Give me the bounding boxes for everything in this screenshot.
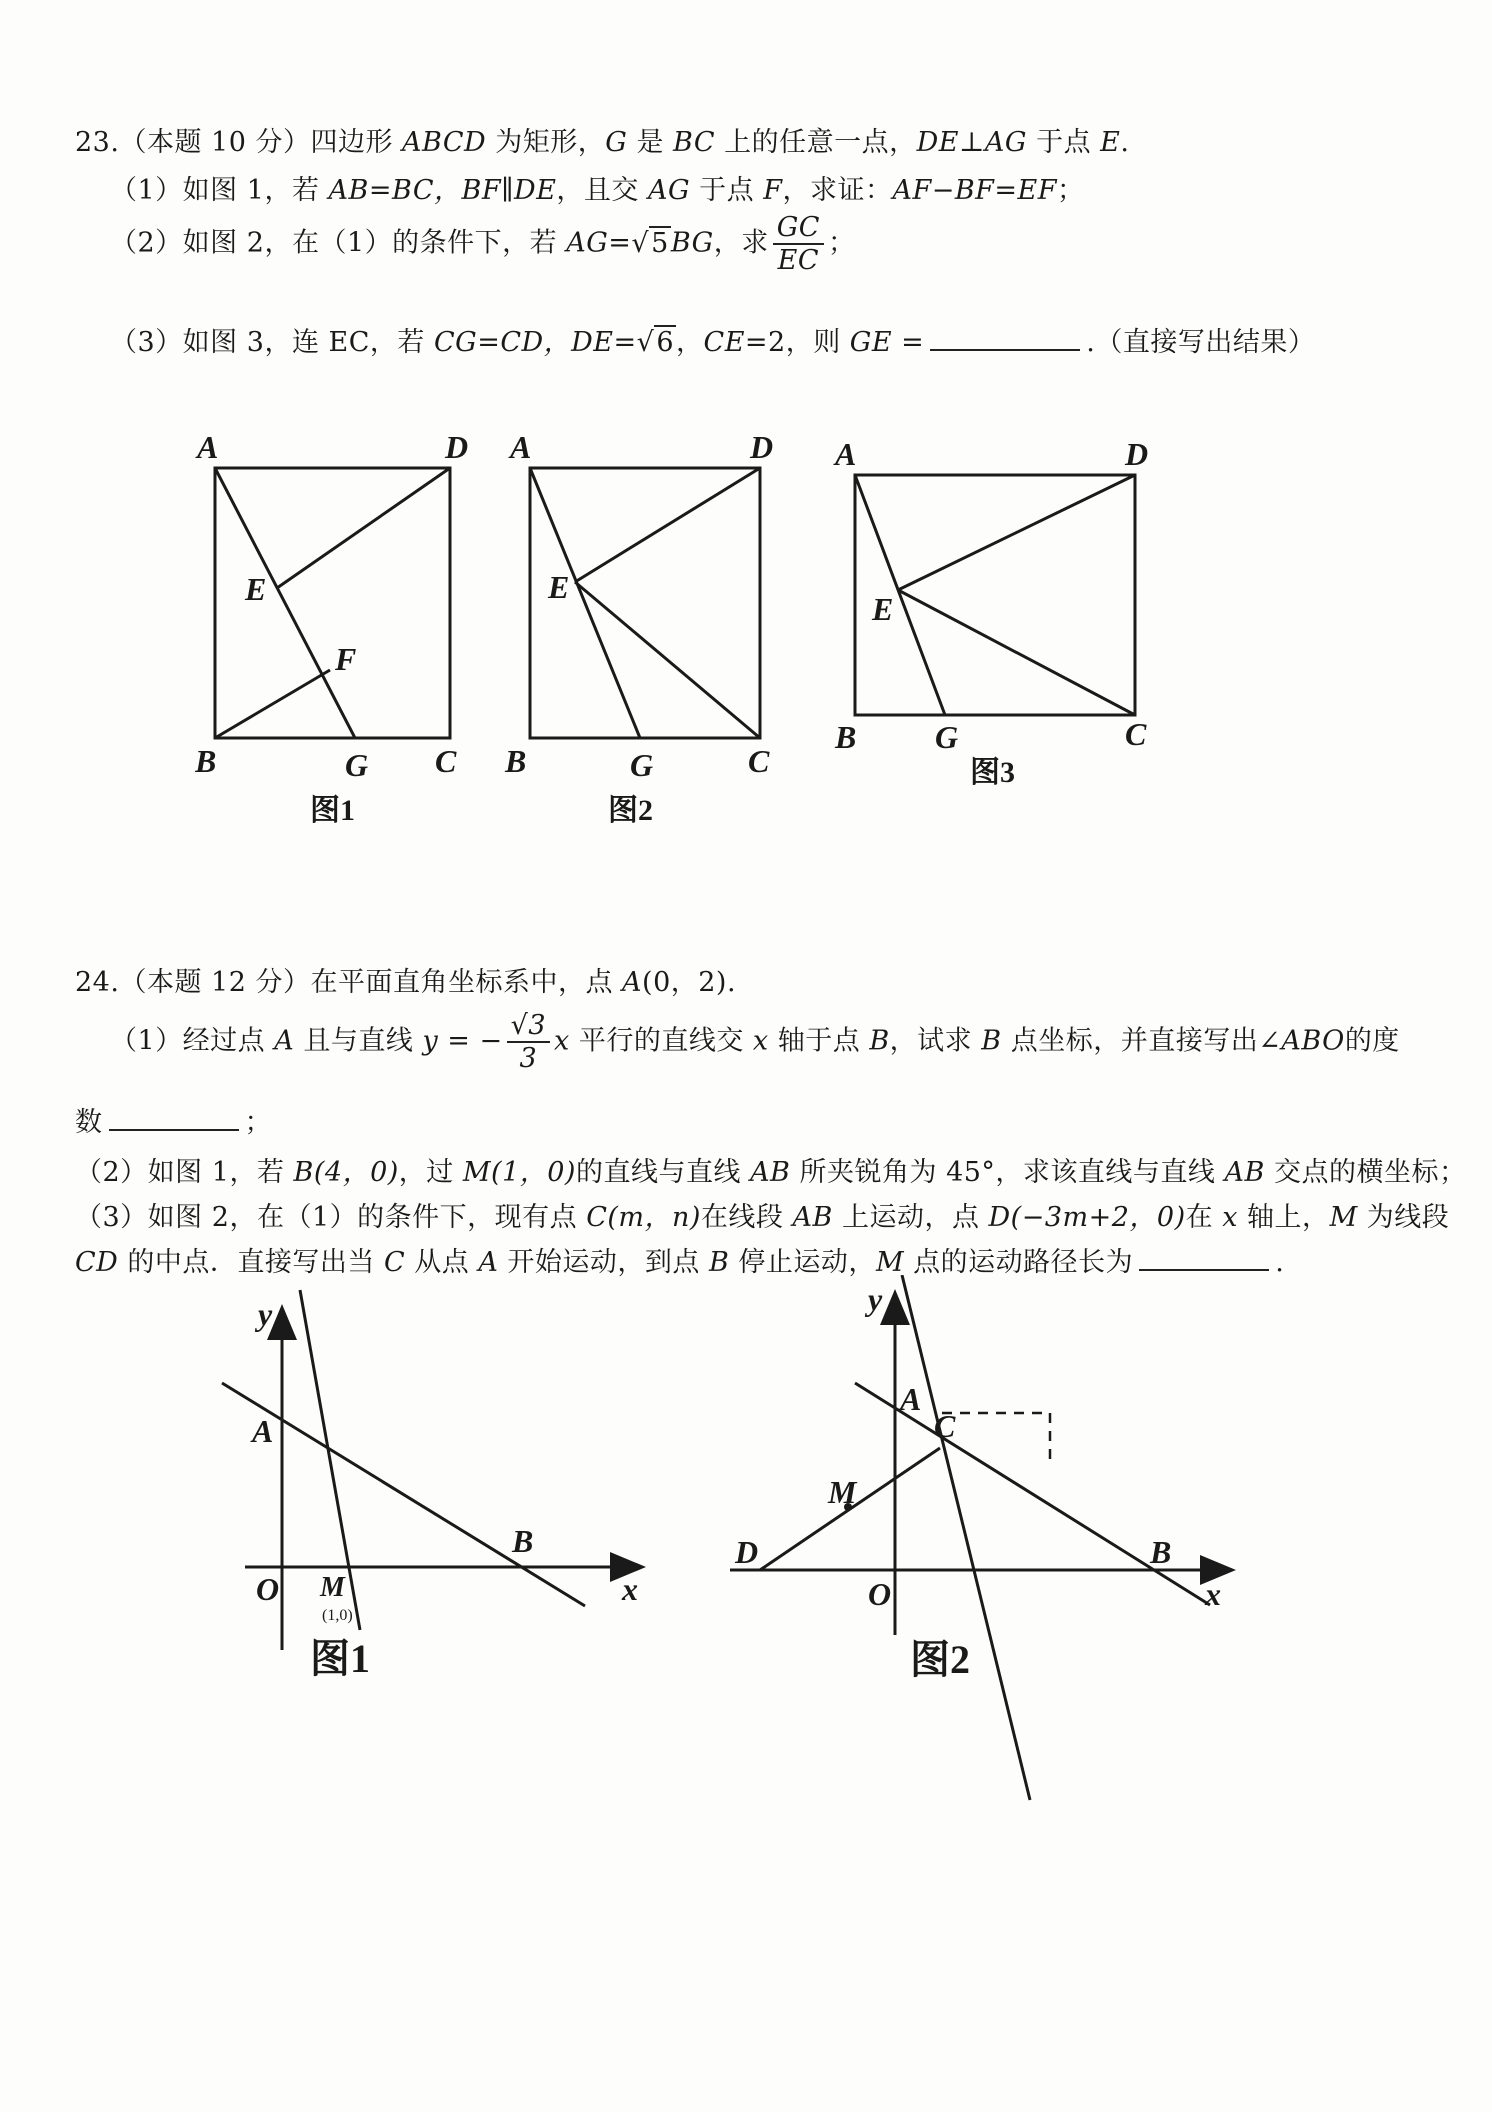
fig1-label-e: E (245, 571, 267, 607)
fig1-label-d: D (445, 429, 469, 465)
fig2-label-g: G (630, 747, 654, 783)
fig2-label-m: M (828, 1474, 857, 1510)
q23-part1: （1）如图 1，若 AB=BC，BF∥DE，且交 AG 于点 F，求证：AF−BF=EF； (110, 175, 1085, 206)
fig1-label-o: O (256, 1571, 280, 1607)
fig2-label-d: D (750, 429, 774, 465)
fig1-label-c: C (435, 743, 457, 779)
answer-blank-angle[interactable] (109, 1103, 239, 1131)
fig3-segment-de (898, 475, 1135, 590)
fig2-label-d: D (735, 1534, 759, 1570)
q24-figure-1 (200, 1280, 660, 1700)
fig2-label-y: y (868, 1281, 883, 1317)
answer-blank-path-length[interactable] (1139, 1243, 1269, 1271)
answer-blank-ge[interactable] (930, 323, 1080, 351)
fraction-gc-ec: $\frac{GC}{EC}$ (773, 212, 824, 276)
fig1-label-x: x (622, 1571, 638, 1607)
fig1-segment-de (277, 468, 450, 588)
fig1-label-b: B (195, 743, 217, 779)
q24-part1-cont: 数 ； (75, 1100, 272, 1139)
q24-part1: （1）经过点 A 且与直线 y = − $\frac{√3}{3}$ x 平行的直线交 x 轴于点 B，试求 B 点坐标，并直接写出∠ABO的度 (110, 1010, 1400, 1074)
fig3-rectangle (855, 475, 1135, 715)
fig2-segment-ag (530, 468, 640, 738)
q23-figure-2 (500, 420, 800, 840)
fraction-sqrt3-over-3: $\frac{√3}{3}$ (507, 1010, 550, 1074)
sqrt-5: √5 (631, 227, 669, 259)
q24-stem: 24.（本题 12 分）在平面直角坐标系中，点 A(0，2). (75, 967, 737, 998)
fig1-label-a: A (197, 429, 219, 465)
fig1-label-f: F (335, 641, 357, 677)
fig2-label-x: x (1205, 1576, 1221, 1612)
q24-part3-cont: CD 的中点．直接写出当 C 从点 A 开始运动，到点 B 停止运动，M 点的运动路径长为 . (75, 1240, 1284, 1279)
fig3-label-c: C (1125, 716, 1147, 752)
fig3-segment-ag (855, 475, 945, 715)
fig1-caption-24: 图1 (310, 1636, 370, 1681)
fig2-label-a: A (900, 1381, 922, 1417)
fig1-label-g: G (345, 747, 369, 783)
q23-stem: 23.（本题 10 分）四边形 ABCD 为矩形，G 是 BC 上的任意一点，DE⊥AG 于点 E. (75, 127, 1130, 158)
fig1-m-coord: (1,0) (322, 1607, 353, 1624)
fig2-segment-de (575, 468, 760, 582)
sqrt-6: √6 (636, 327, 675, 358)
fig3-label-b: B (835, 719, 857, 755)
fig3-caption: 图3 (970, 756, 1015, 789)
fig1-label-m: M (320, 1572, 345, 1603)
fig1-label-a24: A (252, 1413, 274, 1449)
fig3-segment-ec (898, 590, 1135, 715)
fig1-label-b24: B (512, 1523, 534, 1559)
fig1-segment-bf (215, 670, 330, 738)
q23-figure-1 (195, 420, 495, 840)
fig1-label-y: y (258, 1296, 273, 1332)
fig3-label-e: E (872, 591, 894, 627)
q24-part3: （3）如图 2，在（1）的条件下，现有点 C(m，n)在线段 AB 上运动，点 D(−3m+2，0)在 x 轴上，M 为线段 (75, 1202, 1450, 1233)
fig2-label-c: C (934, 1408, 956, 1444)
fig2-caption-24: 图2 (910, 1637, 970, 1682)
fig3-label-a: A (835, 436, 857, 472)
fig2-label-c: C (748, 743, 770, 779)
q23-part2: （2）如图 2，在（1）的条件下，若 AG=√5BG，求 $\frac{GC}{EC}$ ； (110, 212, 856, 276)
fig2-label-b: B (505, 743, 527, 779)
fig2-caption: 图2 (608, 794, 653, 827)
fig2-label-e: E (548, 569, 570, 605)
fig3-label-g: G (935, 719, 959, 755)
fig2-label-o: O (868, 1576, 892, 1612)
fig3-label-d: D (1125, 436, 1149, 472)
q24-part2: （2）如图 1，若 B(4，0)，过 M(1，0)的直线与直线 AB 所夹锐角为 45°，求该直线与直线 AB 交点的横坐标； (75, 1157, 1467, 1188)
fig1-caption: 图1 (310, 794, 355, 827)
q24-figure-2 (720, 1275, 1240, 1815)
fig2-segment-ec (575, 582, 760, 738)
fig2-label-b: B (1150, 1534, 1172, 1570)
q23-part3: （3）如图 3，连 EC，若 CG=CD，DE=√6，CE=2，则 GE = .（直接写出结果） (110, 320, 1315, 359)
fig2-oblique-line (902, 1275, 1030, 1800)
fig2-label-a: A (510, 429, 532, 465)
q23-figure-3 (820, 430, 1160, 810)
